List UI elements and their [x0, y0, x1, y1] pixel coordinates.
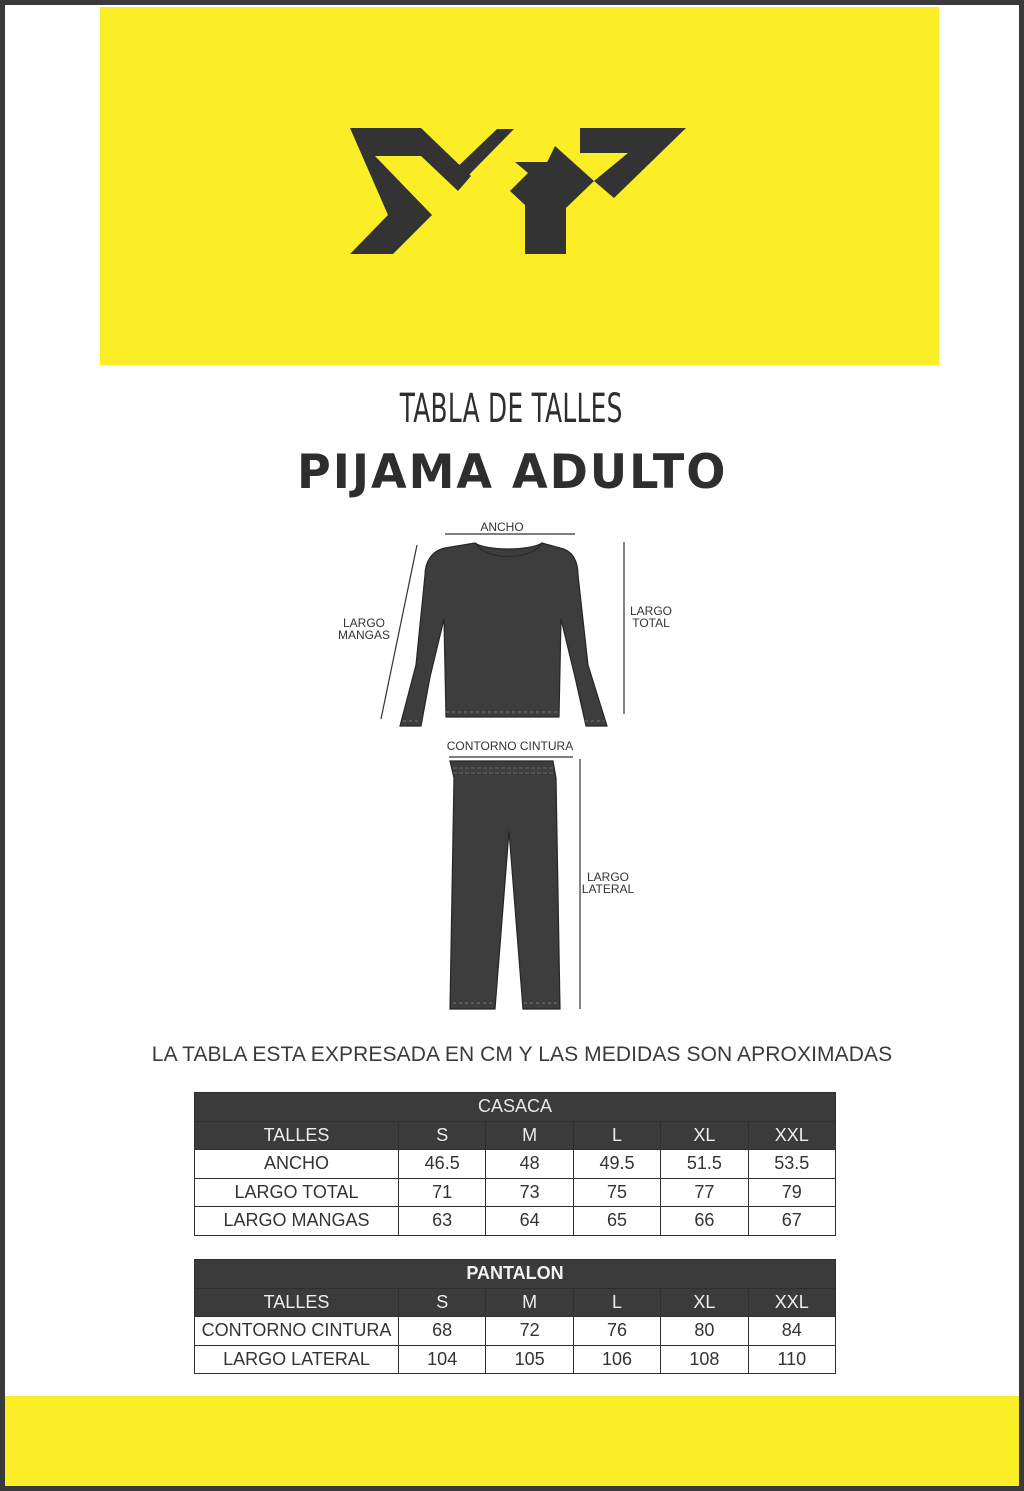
- table-cell: 80: [661, 1317, 748, 1346]
- title-line1: TABLA DE TALLES: [399, 386, 623, 432]
- table-cell: 106: [573, 1345, 660, 1374]
- table-cell: 84: [748, 1317, 835, 1346]
- table-cell: 77: [661, 1178, 748, 1207]
- table-cell: 46.5: [399, 1150, 486, 1179]
- largo-lateral-label-1: LARGO: [586, 870, 629, 884]
- pantalon-size-table: [194, 1259, 836, 1374]
- row-label: LARGO TOTAL: [195, 1178, 399, 1207]
- table-header-row: [195, 1288, 836, 1317]
- table-cell: 67: [748, 1207, 835, 1236]
- pajama-diagram: [320, 515, 700, 1020]
- shirt-shape: [400, 543, 607, 726]
- largo-total-label: [620, 605, 682, 629]
- header-cell: S: [399, 1288, 486, 1317]
- header-cell: XXL: [748, 1121, 835, 1150]
- header-cell: TALLES: [195, 1121, 399, 1150]
- table-row: [195, 1178, 836, 1207]
- header-cell: M: [486, 1121, 573, 1150]
- header-cell: L: [573, 1121, 660, 1150]
- bottom-banner: [5, 1396, 1019, 1486]
- largo-mangas-label: [328, 617, 400, 641]
- table-cell: 105: [486, 1345, 573, 1374]
- table-cell: 63: [399, 1207, 486, 1236]
- table-cell: 72: [486, 1317, 573, 1346]
- table-cell: 49.5: [573, 1150, 660, 1179]
- table-cell: 110: [748, 1345, 835, 1374]
- header-cell: XL: [661, 1121, 748, 1150]
- table-cell: 64: [486, 1207, 573, 1236]
- table-caption-row: [195, 1260, 836, 1289]
- table-row: [195, 1207, 836, 1236]
- pantalon-caption: PANTALON: [195, 1260, 836, 1289]
- largo-total-label-1: LARGO: [629, 604, 672, 618]
- table-cell: 76: [573, 1317, 660, 1346]
- header-cell: TALLES: [195, 1288, 399, 1317]
- table-cell: 73: [486, 1178, 573, 1207]
- largo-total-label-2: TOTAL: [632, 616, 670, 630]
- row-label: ANCHO: [195, 1150, 399, 1179]
- header-cell: XL: [661, 1288, 748, 1317]
- table-cell: 68: [399, 1317, 486, 1346]
- row-label: CONTORNO CINTURA: [195, 1317, 399, 1346]
- casaca-size-table: [194, 1092, 836, 1236]
- table-cell: 79: [748, 1178, 835, 1207]
- largo-lateral-label: [572, 871, 644, 895]
- title-line2: PIJAMA ADULTO: [297, 445, 728, 500]
- contorno-cintura-label: CONTORNO CINTURA: [446, 739, 574, 753]
- header-cell: S: [399, 1121, 486, 1150]
- table-cell: 66: [661, 1207, 748, 1236]
- pants-shape: [450, 761, 560, 1009]
- table-cell: 104: [399, 1345, 486, 1374]
- largo-lateral-label-2: LATERAL: [581, 882, 635, 896]
- ancho-label: ANCHO: [480, 520, 524, 534]
- header-cell: XXL: [748, 1288, 835, 1317]
- table-cell: 48: [486, 1150, 573, 1179]
- header-cell: L: [573, 1288, 660, 1317]
- casaca-caption: CASACA: [195, 1093, 836, 1122]
- header-cell: M: [486, 1288, 573, 1317]
- table-cell: 71: [399, 1178, 486, 1207]
- table-row: [195, 1150, 836, 1179]
- units-note: LA TABLA ESTA EXPRESADA EN CM Y LAS MEDIDAS SON APROXIMADAS: [151, 1043, 893, 1066]
- table-header-row: [195, 1121, 836, 1150]
- table-cell: 65: [573, 1207, 660, 1236]
- table-cell: 75: [573, 1178, 660, 1207]
- table-caption-row: [195, 1093, 836, 1122]
- table-cell: 53.5: [748, 1150, 835, 1179]
- row-label: LARGO MANGAS: [195, 1207, 399, 1236]
- table-cell: 108: [661, 1345, 748, 1374]
- table-cell: 51.5: [661, 1150, 748, 1179]
- xy-logo: [350, 125, 686, 257]
- largo-mangas-label-1: LARGO: [342, 616, 385, 630]
- row-label: LARGO LATERAL: [195, 1345, 399, 1374]
- largo-mangas-label-2: MANGAS: [337, 628, 390, 642]
- table-row: [195, 1345, 836, 1374]
- table-row: [195, 1317, 836, 1346]
